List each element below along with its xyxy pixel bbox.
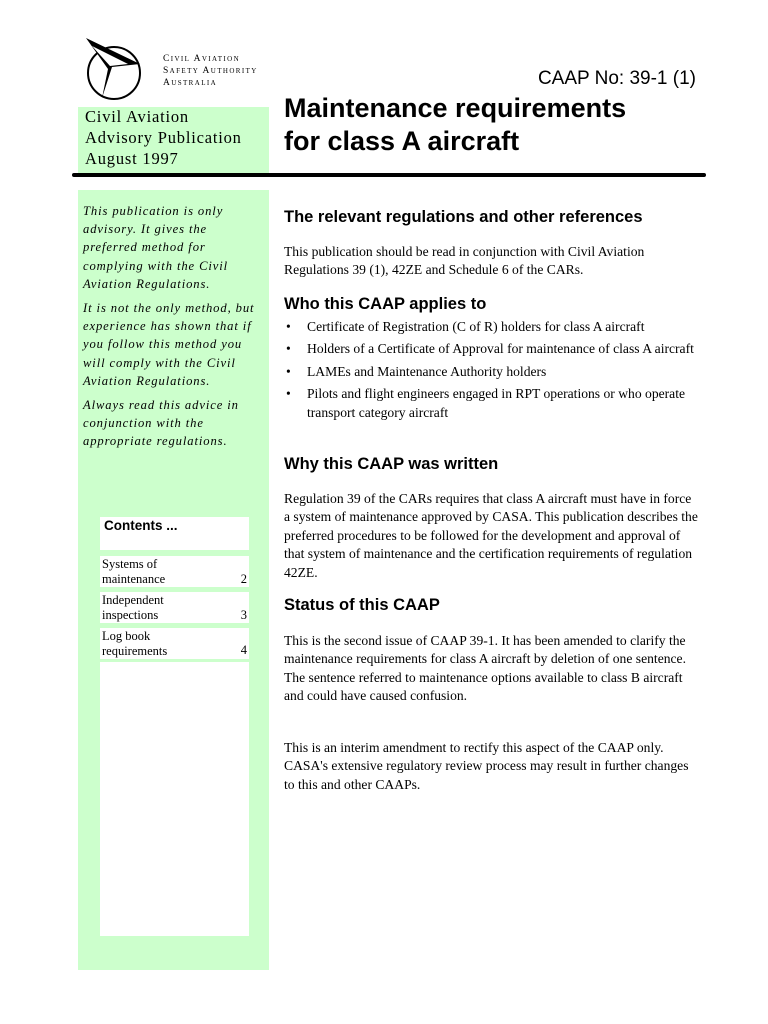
document-title: [284, 92, 704, 158]
toc-item-label: [102, 557, 165, 586]
bullet-icon: •: [286, 386, 291, 402]
applies-to-list: [284, 318, 704, 426]
list-item: [284, 385, 704, 422]
toc-label-line: requirements: [102, 643, 168, 658]
title-line: for class A aircraft: [284, 126, 520, 156]
list-item-text: Pilots and flight engineers engaged in RPT operations or who operate transport category aircraft: [307, 386, 686, 420]
casa-logo-icon: [84, 36, 144, 106]
toc-page-number: 4: [240, 643, 247, 657]
section-heading-regulations: The relevant regulations and other references: [284, 208, 643, 226]
contents-blank-area: [100, 662, 249, 936]
list-item: [284, 363, 704, 381]
toc-label-line: inspections: [102, 607, 159, 622]
list-item-text: LAMEs and Maintenance Authority holders: [307, 363, 547, 379]
toc-item-systems-of-maintenance[interactable]: [100, 556, 249, 587]
paragraph: This publication should be read in conjunction with Civil Aviation Regulations 39 (1), 42ZE and Schedule 6 of the CARs.: [284, 244, 645, 278]
toc-item-independent-inspections[interactable]: [100, 592, 249, 623]
pub-type-line: Civil Aviation: [85, 107, 189, 126]
paragraph: Regulation 39 of the CARs requires that class A aircraft must have in force a system of maintenance approved by CASA. This publication describes the preferred procedures to be followed for the development and approval of that system of maintenance and the certification requirements of regulation 42ZE.: [284, 491, 698, 580]
publication-type: [85, 106, 242, 169]
caap-number: CAAP No: 39-1 (1): [537, 68, 696, 89]
list-item: [284, 340, 704, 358]
section-heading-status: Status of this CAAP: [284, 596, 440, 614]
bullet-icon: •: [286, 363, 291, 379]
advisory-note: [83, 202, 263, 457]
org-line: Safety Authority: [163, 66, 258, 76]
title-line: Maintenance requirements: [284, 93, 627, 123]
section-heading-applies-to: Who this CAAP applies to: [284, 295, 487, 313]
section-heading-why-written: Why this CAAP was written: [284, 455, 499, 473]
pub-type-line: Advisory Publication: [85, 128, 242, 147]
toc-page-number: 3: [240, 607, 247, 622]
bullet-icon: •: [286, 319, 291, 334]
toc-item-label: [102, 629, 167, 658]
toc-item-log-book-requirements[interactable]: [100, 628, 249, 659]
advisory-paragraph: This publication is only advisory. It gives the preferred method for complying with the Civil Aviation Regulations.: [83, 204, 229, 291]
contents-title: Contents ...: [104, 518, 178, 533]
paragraph: This is an interim amendment to rectify this aspect of the CAAP only. CASA's extensive regulatory review process may result in further changes to this and other CAAPs.: [284, 740, 689, 792]
organisation-name: [163, 53, 258, 89]
advisory-paragraph: Always read this advice in conjunction with the appropriate regulations.: [83, 398, 239, 449]
paragraph: This is the second issue of CAAP 39-1. It has been amended to clarify the maintenance requirements for class A aircraft by deletion of one sentence. The sentence referred to maintenance options available to class B aircraft and could have caused confusion.: [284, 633, 686, 704]
toc-label-line: Systems of: [102, 557, 158, 571]
toc-page-number: 2: [240, 571, 247, 586]
toc-label-line: Independent: [102, 593, 164, 607]
section-text-status: [284, 632, 700, 706]
advisory-paragraph: It is not the only method, but experience has shown that if you follow this method you will comply with the Civil Aviation Regulations.: [83, 301, 255, 388]
toc-item-label: [102, 593, 164, 622]
org-line: Australia: [163, 78, 218, 88]
header-divider: [72, 173, 706, 177]
list-item-text: Certificate of Registration (C of R) holders for class A aircraft: [307, 319, 645, 334]
section-text-why-written: [284, 490, 700, 582]
toc-label-line: maintenance: [102, 571, 166, 586]
bullet-icon: •: [286, 341, 291, 357]
pub-date: August 1997: [85, 149, 179, 168]
list-item: [284, 318, 704, 336]
list-item-text: Holders of a Certificate of Approval for maintenance of class A aircraft: [307, 341, 694, 357]
org-line: Civil Aviation: [163, 54, 241, 64]
section-text-status-2: [284, 739, 700, 794]
toc-label-line: Log book: [102, 629, 151, 643]
section-text-regulations: [284, 243, 700, 280]
